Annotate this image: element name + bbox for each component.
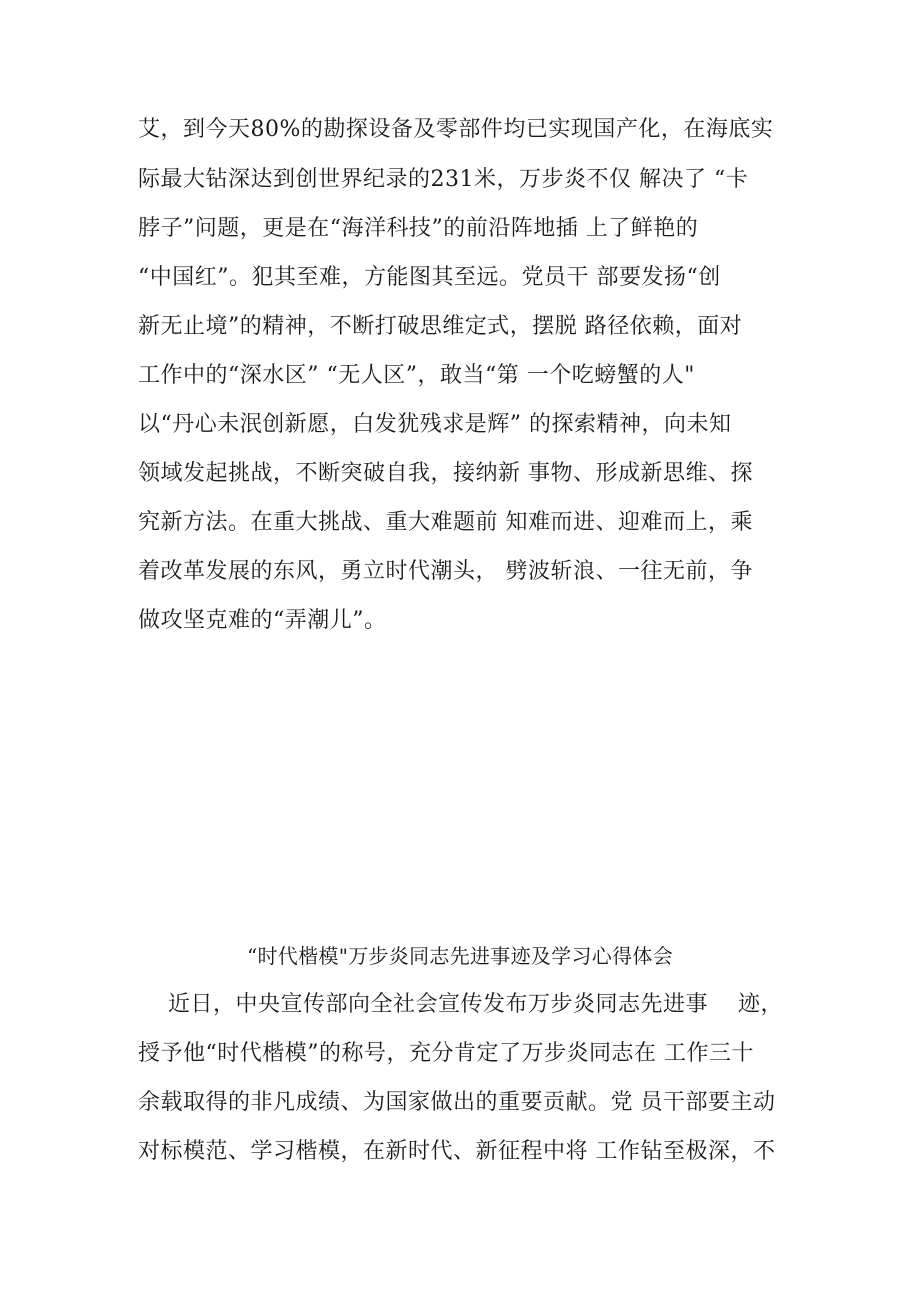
text-line: 以“丹心未泯创新愿，白发犹残求是辉” 的探索精神，向未知 xyxy=(138,412,732,437)
text-line: 艾，到今天80%的勘探设备及零部件均已实现国产化，在海底实 xyxy=(138,117,774,142)
text-line: 余载取得的非凡成绩、为国家做出的重要贡献。党 员干部要主动 xyxy=(138,1090,776,1115)
text-line: “中国红”。犯其至难，方能图其至远。党员干 部要发扬“创 xyxy=(138,265,721,290)
text-line: 授予他“时代楷模”的称号，充分肯定了万步炎同志在 工作三十 xyxy=(138,1041,754,1066)
text-line: 着改革发展的东风，勇立时代潮头， 劈波斩浪、一往无前，争 xyxy=(138,559,753,584)
text-line: 工作中的“深水区” “无人区”，敢当“第 一个吃螃蟹的人" xyxy=(138,363,695,388)
text-line: 究新方法。在重大挑战、重大难题前 知难而进、迎难而上，乘 xyxy=(138,510,753,535)
text-line: 对标模范、学习楷模，在新时代、新征程中将 工作钻至极深，不 xyxy=(138,1139,776,1164)
text-line: 领域发起挑战，不断突破自我，接纳新 事物、形成新思维、探 xyxy=(138,461,753,486)
text-line: 新无止境”的精神，不断打破思维定式，摆脱 路径依赖，面对 xyxy=(138,314,743,339)
text-line: 际最大钻深达到创世界纪录的231米，万步炎不仅 解决了 “卡 xyxy=(138,167,749,192)
text-line: 脖子”问题，更是在“海洋科技”的前沿阵地插 上了鲜艳的 xyxy=(138,216,699,241)
text-line: 做攻坚克难的“弄潮儿”。 xyxy=(138,608,387,633)
article-title: “时代楷模"万步炎同志先进事迹及学习心得体会 xyxy=(246,944,674,968)
text-line: 近日，中央宣传部向全社会宣传发布万步炎同志先进事 迹， xyxy=(138,992,783,1017)
